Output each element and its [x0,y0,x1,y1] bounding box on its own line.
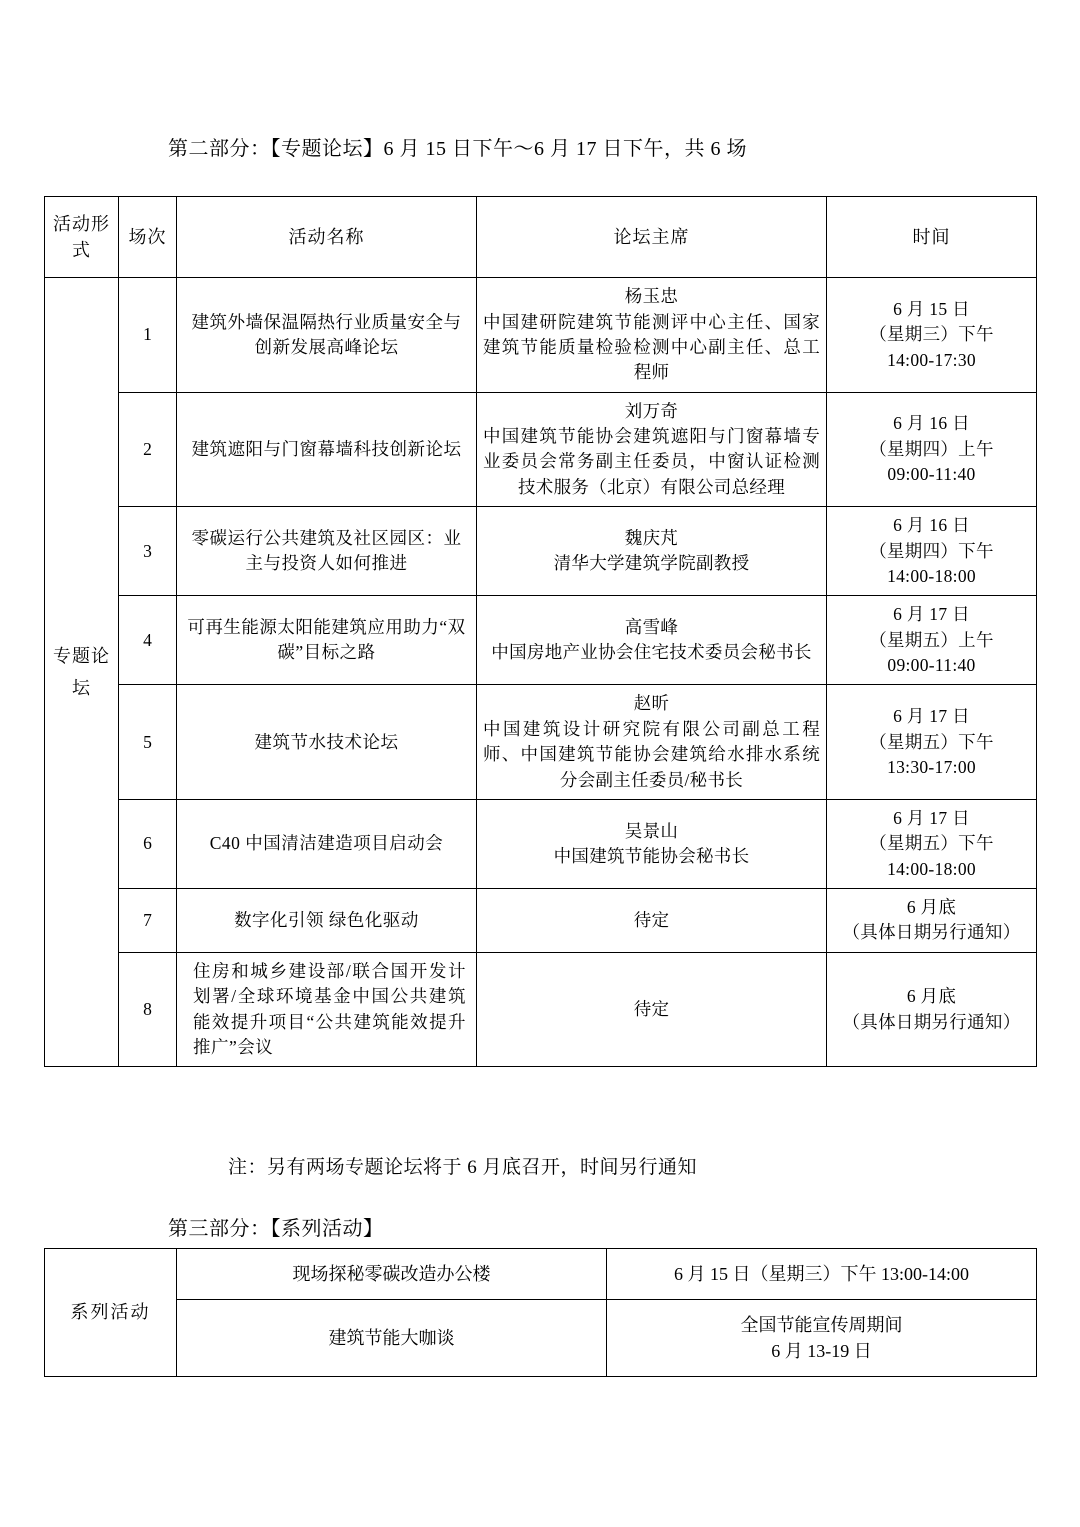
session-no: 4 [119,596,177,685]
session-no: 1 [119,278,177,393]
session-no: 2 [119,392,177,507]
chair-name: 刘万奇 [624,400,679,421]
chair-title: 中国建研院建筑节能测评中心主任、国家建筑节能质量检验检测中心副主任、总工程师 [483,311,820,383]
table-row [45,392,1037,507]
time-date: 6 月底 [906,897,957,918]
chair-name: 杨玉忠 [624,286,679,307]
forum-chair [477,799,827,888]
time-cell [827,889,1037,953]
forum-chair [477,278,827,393]
time-date: 6 月 16 日 [893,413,970,434]
time-date: 6 月 16 日 [893,515,970,536]
time-weekday: （具体日期另行通知） [842,922,1021,943]
table-row [45,1249,1037,1300]
part3-heading: 第三部分：【系列活动】 [168,1218,384,1240]
series-activity-table [44,1248,1037,1377]
series-activity-time: 6 月 15 日（星期三）下午 13:00-14:00 [607,1249,1037,1300]
session-no: 6 [119,799,177,888]
activity-name: 可再生能源太阳能建筑应用助力“双碳”目标之路 [177,596,477,685]
time-weekday: （星期五）下午 [869,833,994,854]
part2-heading: 第二部分：【专题论坛】6 月 15 日下午～6 月 17 日下午，共 6 场 [168,138,747,160]
time-range: 09:00-11:40 [887,655,976,676]
table-row [45,596,1037,685]
forum-chair [477,685,827,800]
table-row [45,952,1037,1067]
chair-name: 赵昕 [633,693,670,714]
time-weekday: （具体日期另行通知） [842,1011,1021,1032]
chair-name: 吴景山 [624,820,679,841]
series-label-text: 系列活动 [70,1301,151,1322]
chair-title: 中国建筑节能协会秘书长 [553,846,750,866]
table-header-row [45,197,1037,278]
table-row [45,799,1037,888]
table-row [45,685,1037,800]
session-no: 3 [119,507,177,596]
table-note: 注：另有两场专题论坛将于 6 月底召开，时间另行通知 [228,1157,698,1178]
table-row [45,1300,1037,1377]
time-weekday: （星期五）下午 [869,731,994,752]
activity-name: 数字化引领 绿色化驱动 [177,889,477,953]
chair-name: 待定 [633,998,670,1019]
header-time: 时间 [827,197,1037,278]
header-activity-name: 活动名称 [177,197,477,278]
chair-title: 清华大学建筑学院副教授 [553,553,750,574]
time-date: 6 月 15 日 [893,298,970,319]
chair-name: 魏庆芃 [624,527,679,548]
table-row [45,278,1037,393]
forum-chair [477,952,827,1067]
time-cell [827,507,1037,596]
time-range: 14:00-18:00 [887,858,976,879]
forum-chair [477,596,827,685]
time-cell [827,596,1037,685]
time-cell [827,392,1037,507]
activity-name: 零碳运行公共建筑及社区园区：业主与投资人如何推进 [177,507,477,596]
chair-title: 中国房地产业协会住宅技术委员会秘书长 [491,642,812,663]
forum-chair [477,392,827,507]
time-cell [827,278,1037,393]
time-range: 13:30-17:00 [887,756,976,777]
chair-name: 高雪峰 [624,617,679,637]
series-time-line2: 6 月 13-19 日 [771,1341,872,1362]
series-time-line1: 全国节能宣传周期间 [740,1315,903,1336]
series-activity-name: 建筑节能大咖谈 [177,1300,607,1377]
activity-name: 建筑节水技术论坛 [177,685,477,800]
time-range: 09:00-11:40 [887,464,976,485]
activity-name: 建筑外墙保温隔热行业质量安全与创新发展高峰论坛 [177,278,477,393]
time-range: 14:00-18:00 [887,565,976,586]
series-label [45,1249,177,1377]
time-range: 14:00-17:30 [887,349,976,370]
session-no: 5 [119,685,177,800]
header-forum-chair: 论坛主席 [477,197,827,278]
series-activity-time [607,1300,1037,1377]
activity-name: 建筑遮阳与门窗幕墙科技创新论坛 [177,392,477,507]
forum-chair [477,889,827,953]
activity-form-text: 专题论坛 [53,645,110,699]
header-activity-form: 活动形式 [45,197,119,278]
activity-name: C40 中国清洁建造项目启动会 [177,799,477,888]
activity-name: 住房和城乡建设部/联合国开发计划署/全球环境基金中国公共建筑能效提升项目“公共建筑能效提升推广”会议 [177,952,477,1067]
table-row [45,889,1037,953]
time-cell [827,799,1037,888]
time-weekday: （星期三）下午 [869,324,994,345]
chair-title: 中国建筑设计研究院有限公司副总工程师、中国建筑节能协会建筑给水排水系统分会副主任委员/秘书长 [483,718,820,790]
time-weekday: （星期五）上午 [869,629,994,650]
header-session-no: 场次 [119,197,177,278]
chair-title: 中国建筑节能协会建筑遮阳与门窗幕墙专业委员会常务副主任委员，中窗认证检测技术服务（北京）有限公司总经理 [483,426,820,497]
table-row [45,507,1037,596]
time-date: 6 月 17 日 [893,807,970,828]
forum-schedule-table [44,196,1037,1067]
time-cell [827,685,1037,800]
time-date: 6 月底 [906,986,957,1007]
time-weekday: （星期四）下午 [869,540,994,561]
time-cell [827,952,1037,1067]
session-no: 8 [119,952,177,1067]
activity-form-label [45,278,119,1067]
forum-chair [477,507,827,596]
session-no: 7 [119,889,177,953]
time-date: 6 月 17 日 [893,604,970,625]
time-weekday: （星期四）上午 [869,438,994,459]
time-date: 6 月 17 日 [893,706,970,727]
chair-name: 待定 [633,909,670,930]
series-activity-name: 现场探秘零碳改造办公楼 [177,1249,607,1300]
